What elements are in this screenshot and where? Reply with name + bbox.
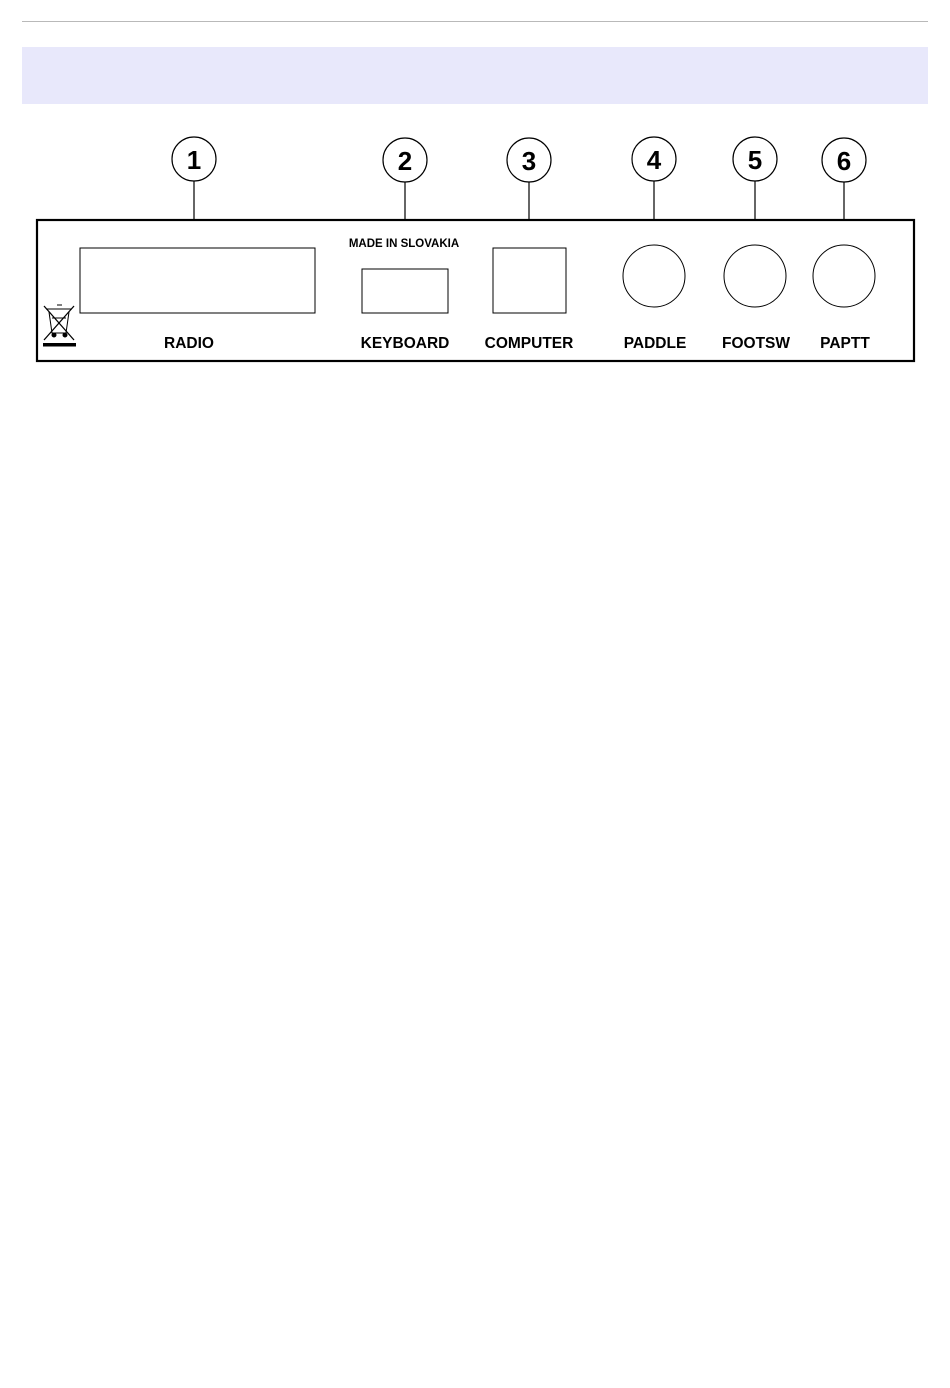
footsw-jack — [724, 245, 786, 307]
callout-3 — [507, 138, 551, 220]
keyboard-connector — [362, 269, 448, 313]
callout-5-number: 5 — [747, 145, 763, 175]
paptt-jack — [813, 245, 875, 307]
callout-2-number: 2 — [397, 146, 413, 176]
callout-6-number: 6 — [836, 146, 852, 176]
computer-label: COMPUTER — [484, 335, 574, 352]
computer-connector — [493, 248, 566, 313]
paddle-jack — [623, 245, 685, 307]
rear-panel-diagram — [0, 0, 950, 400]
callout-4 — [632, 137, 676, 220]
callout-3-number: 3 — [521, 146, 537, 176]
keyboard-label: KEYBOARD — [360, 335, 450, 352]
callout-5 — [733, 137, 777, 220]
made-in-label: MADE IN SLOVAKIA — [348, 238, 460, 250]
callout-4-number: 4 — [646, 145, 662, 175]
callout-1 — [172, 137, 216, 220]
callout-1-number: 1 — [186, 145, 202, 175]
paddle-label: PADDLE — [623, 335, 687, 352]
paptt-label: PAPTT — [820, 335, 870, 352]
footsw-label: FOOTSW — [721, 335, 791, 352]
radio-connector — [80, 248, 315, 313]
radio-label: RADIO — [164, 335, 214, 352]
callout-2 — [383, 138, 427, 220]
callout-6 — [822, 138, 866, 220]
